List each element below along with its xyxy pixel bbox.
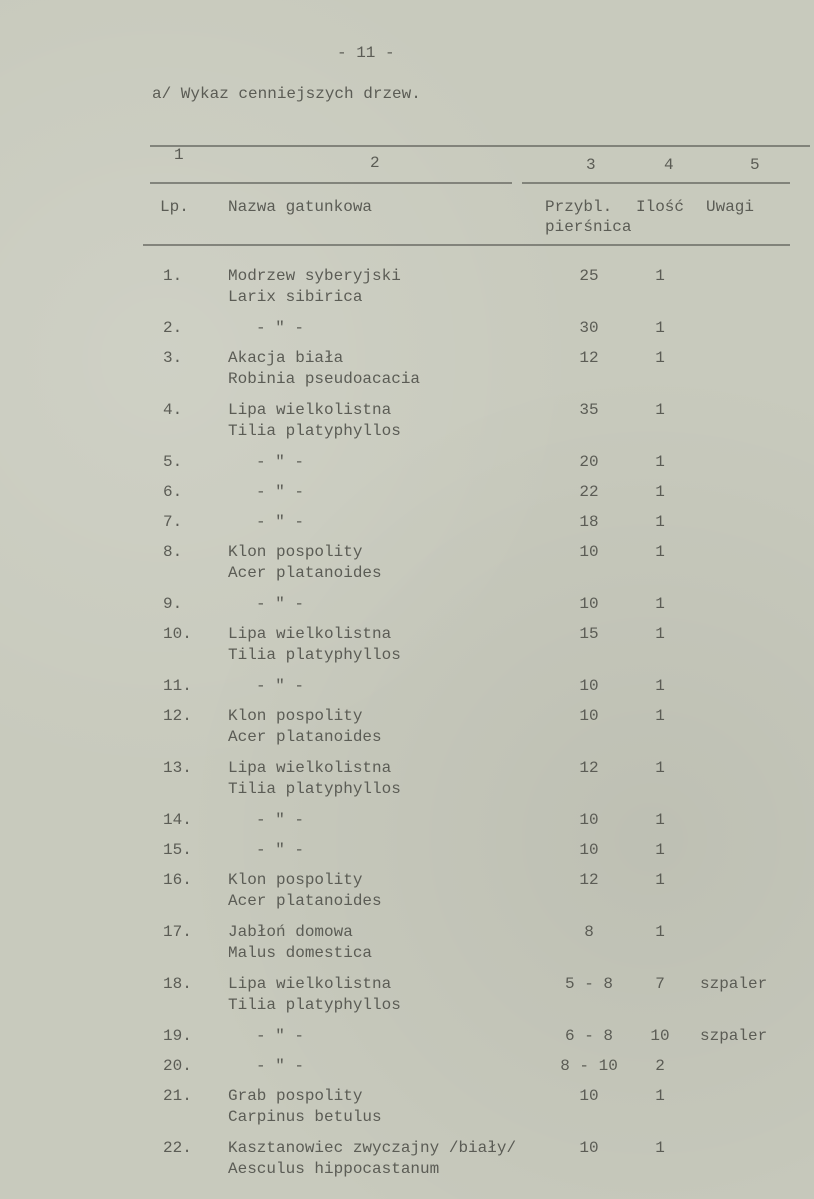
table-row xyxy=(0,1086,814,1138)
table-row xyxy=(0,758,814,810)
species-name: Klon pospolity xyxy=(228,871,363,889)
quantity: 1 xyxy=(655,677,665,695)
latin-name: Acer platanoides xyxy=(228,728,382,746)
column-number-1: 1 xyxy=(174,146,184,164)
species-name: - " - xyxy=(256,1057,305,1075)
table-row xyxy=(0,348,814,400)
latin-name: Tilia platyphyllos xyxy=(228,646,401,664)
species-name: Lipa wielkolistna xyxy=(228,759,392,777)
quantity: 1 xyxy=(655,483,665,501)
row-number: 3. xyxy=(163,349,183,367)
quantity: 1 xyxy=(655,349,665,367)
table-row xyxy=(0,1056,814,1086)
row-number: 17. xyxy=(163,923,192,941)
column-number-rule-left xyxy=(150,182,512,184)
latin-name: Malus domestica xyxy=(228,944,373,962)
species-name: Jabłoń domowa xyxy=(228,923,353,941)
species-name: - " - xyxy=(256,841,305,859)
quantity: 2 xyxy=(655,1057,665,1075)
latin-name: Tilia platyphyllos xyxy=(228,996,401,1014)
latin-name: Acer platanoides xyxy=(228,892,382,910)
row-number: 21. xyxy=(163,1087,192,1105)
table-row xyxy=(0,676,814,706)
trunk-diameter: 10 xyxy=(579,811,599,829)
species-name: - " - xyxy=(256,319,305,337)
table-top-rule xyxy=(150,145,810,147)
quantity: 10 xyxy=(650,1027,670,1045)
quantity: 1 xyxy=(655,1139,665,1157)
species-name: - " - xyxy=(256,483,305,501)
remarks: szpaler xyxy=(700,1027,768,1045)
row-number: 5. xyxy=(163,453,183,471)
column-number-2: 2 xyxy=(370,154,380,172)
species-name: - " - xyxy=(256,513,305,531)
latin-name: Carpinus betulus xyxy=(228,1108,382,1126)
header-dbh: Przybl. xyxy=(545,198,613,216)
trunk-diameter: 10 xyxy=(579,543,599,561)
table-row xyxy=(0,1026,814,1056)
row-number: 4. xyxy=(163,401,183,419)
species-name: Grab pospolity xyxy=(228,1087,363,1105)
row-number: 19. xyxy=(163,1027,192,1045)
species-name: Lipa wielkolistna xyxy=(228,625,392,643)
table-row xyxy=(0,400,814,452)
table-row xyxy=(0,1138,814,1190)
latin-name: Aesculus hippocastanum xyxy=(228,1160,440,1178)
trunk-diameter: 5 - 8 xyxy=(564,975,613,993)
trunk-diameter: 20 xyxy=(579,453,599,471)
table-row xyxy=(0,840,814,870)
quantity: 1 xyxy=(655,1087,665,1105)
header-name: Nazwa gatunkowa xyxy=(228,198,373,216)
quantity: 1 xyxy=(655,625,665,643)
trunk-diameter: 8 xyxy=(584,923,594,941)
header-dbh-line2: pierśnica xyxy=(545,218,632,236)
quantity: 1 xyxy=(655,871,665,889)
trunk-diameter: 22 xyxy=(579,483,599,501)
section-title: a/ Wykaz cenniejszych drzew. xyxy=(152,85,421,103)
column-number-3: 3 xyxy=(586,156,596,174)
trunk-diameter: 18 xyxy=(579,513,599,531)
row-number: 10. xyxy=(163,625,192,643)
species-name: - " - xyxy=(256,453,305,471)
trunk-diameter: 25 xyxy=(579,267,599,285)
column-number-rule-right xyxy=(522,182,790,184)
species-name: Akacja biała xyxy=(228,349,344,367)
quantity: 1 xyxy=(655,453,665,471)
trunk-diameter: 10 xyxy=(579,1087,599,1105)
species-name: - " - xyxy=(256,811,305,829)
quantity: 1 xyxy=(655,319,665,337)
row-number: 18. xyxy=(163,975,192,993)
quantity: 1 xyxy=(655,841,665,859)
trunk-diameter: 30 xyxy=(579,319,599,337)
table-row xyxy=(0,974,814,1026)
row-number: 14. xyxy=(163,811,192,829)
row-number: 20. xyxy=(163,1057,192,1075)
row-number: 1. xyxy=(163,267,183,285)
table-row xyxy=(0,318,814,348)
row-number: 7. xyxy=(163,513,183,531)
quantity: 1 xyxy=(655,543,665,561)
row-number: 9. xyxy=(163,595,183,613)
trunk-diameter: 10 xyxy=(579,1139,599,1157)
trunk-diameter: 15 xyxy=(579,625,599,643)
quantity: 1 xyxy=(655,595,665,613)
trunk-diameter: 10 xyxy=(579,595,599,613)
row-number: 13. xyxy=(163,759,192,777)
page-number: - 11 - xyxy=(337,44,395,62)
quantity: 1 xyxy=(655,267,665,285)
table-row xyxy=(0,922,814,974)
table-row xyxy=(0,706,814,758)
trunk-diameter: 8 - 10 xyxy=(560,1057,618,1075)
species-name: Modrzew syberyjski xyxy=(228,267,401,285)
header-bottom-rule xyxy=(143,244,790,246)
table-row xyxy=(0,482,814,512)
header-lp: Lp. xyxy=(160,198,189,216)
table-row xyxy=(0,512,814,542)
quantity: 1 xyxy=(655,401,665,419)
table-row xyxy=(0,266,814,318)
species-name: Klon pospolity xyxy=(228,707,363,725)
table-row xyxy=(0,870,814,922)
table-row xyxy=(0,542,814,594)
quantity: 1 xyxy=(655,811,665,829)
column-number-5: 5 xyxy=(750,156,760,174)
table-row xyxy=(0,810,814,840)
latin-name: Robinia pseudoacacia xyxy=(228,370,421,388)
latin-name: Acer platanoides xyxy=(228,564,382,582)
table-row xyxy=(0,624,814,676)
header-quantity: Ilość xyxy=(636,198,685,216)
quantity: 7 xyxy=(655,975,665,993)
row-number: 2. xyxy=(163,319,183,337)
species-name: Lipa wielkolistna xyxy=(228,975,392,993)
column-number-4: 4 xyxy=(664,156,674,174)
table-row xyxy=(0,452,814,482)
row-number: 8. xyxy=(163,543,183,561)
trunk-diameter: 12 xyxy=(579,759,599,777)
quantity: 1 xyxy=(655,759,665,777)
row-number: 11. xyxy=(163,677,192,695)
trunk-diameter: 35 xyxy=(579,401,599,419)
table-row xyxy=(0,594,814,624)
latin-name: Tilia platyphyllos xyxy=(228,780,401,798)
species-name: - " - xyxy=(256,677,305,695)
species-name: - " - xyxy=(256,595,305,613)
species-name: - " - xyxy=(256,1027,305,1045)
latin-name: Larix sibirica xyxy=(228,288,363,306)
latin-name: Tilia platyphyllos xyxy=(228,422,401,440)
quantity: 1 xyxy=(655,707,665,725)
trunk-diameter: 10 xyxy=(579,707,599,725)
row-number: 12. xyxy=(163,707,192,725)
header-remarks: Uwagi xyxy=(706,198,755,216)
quantity: 1 xyxy=(655,513,665,531)
remarks: szpaler xyxy=(700,975,768,993)
quantity: 1 xyxy=(655,923,665,941)
trunk-diameter: 12 xyxy=(579,349,599,367)
species-name: Lipa wielkolistna xyxy=(228,401,392,419)
species-name: Klon pospolity xyxy=(228,543,363,561)
row-number: 15. xyxy=(163,841,192,859)
trunk-diameter: 10 xyxy=(579,677,599,695)
trunk-diameter: 12 xyxy=(579,871,599,889)
tree-table-body xyxy=(0,266,814,1190)
row-number: 22. xyxy=(163,1139,192,1157)
trunk-diameter: 10 xyxy=(579,841,599,859)
row-number: 16. xyxy=(163,871,192,889)
species-name: Kasztanowiec zwyczajny /biały/ xyxy=(228,1139,517,1157)
row-number: 6. xyxy=(163,483,183,501)
trunk-diameter: 6 - 8 xyxy=(564,1027,613,1045)
